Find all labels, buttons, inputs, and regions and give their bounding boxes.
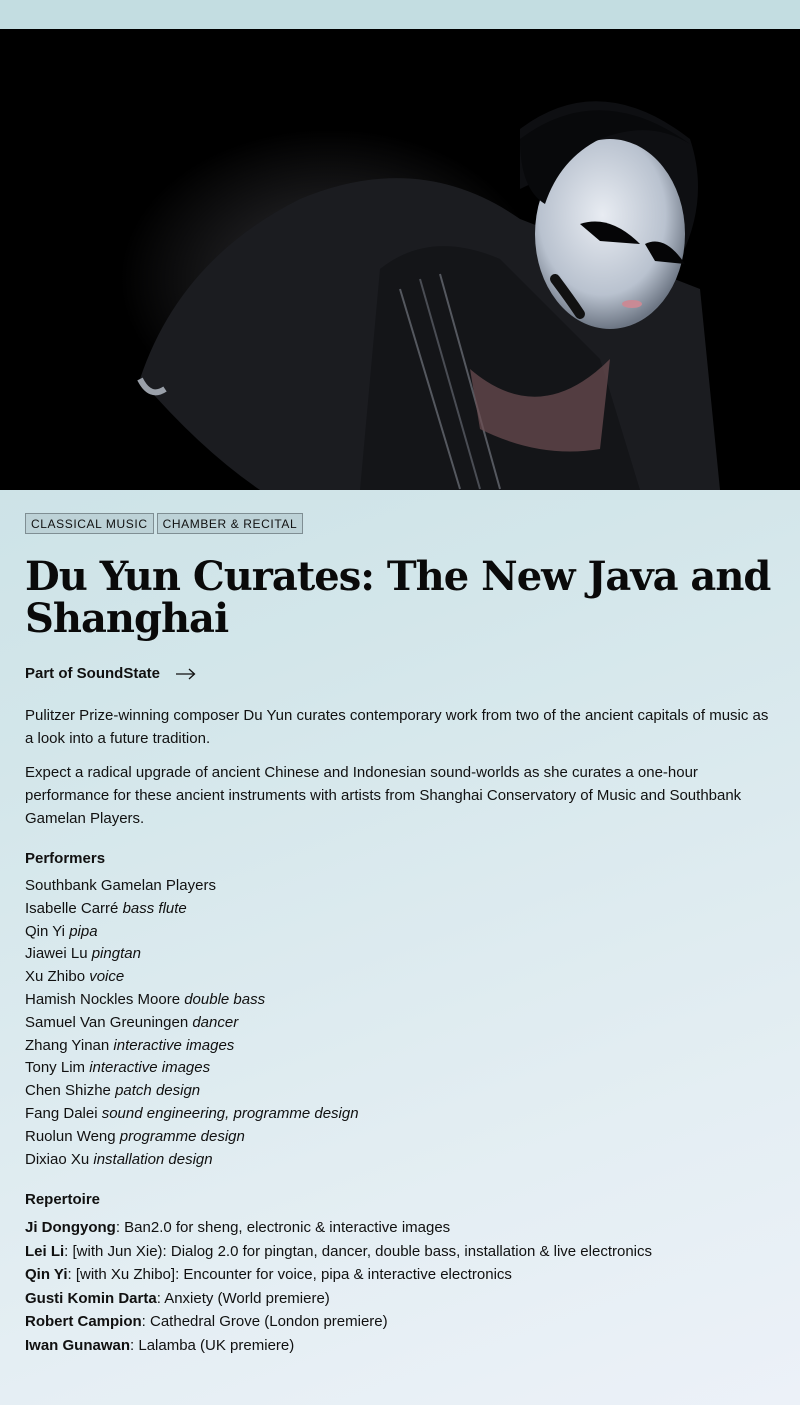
performer-item: [25, 943, 775, 966]
top-banner-strip: [0, 0, 800, 29]
performer-item: [25, 1080, 775, 1103]
performer-name: Isabelle Carré: [25, 899, 119, 917]
work-title: : [with Xu Zhibo]: Encounter for voice, pipa & interactive electronics: [67, 1266, 512, 1284]
performer-name: Fang Dalei: [25, 1104, 98, 1122]
hero-image: [0, 29, 800, 490]
performer-name: Zhang Yinan: [25, 1036, 110, 1054]
performer-name: Xu Zhibo: [25, 968, 86, 986]
repertoire-item: [25, 1216, 775, 1240]
event-description: [25, 704, 775, 830]
tag-classical-music[interactable]: CLASSICAL MUSIC: [25, 513, 154, 534]
composer-name: Iwan Gunawan: [25, 1336, 131, 1354]
performer-name: Chen Shizhe: [25, 1082, 111, 1100]
repertoire-list: [25, 1216, 775, 1357]
performer-item: [25, 898, 775, 921]
performer-role: interactive images: [89, 1059, 211, 1077]
series-link-label: Part of SoundState: [25, 665, 161, 682]
performers-list: [25, 875, 775, 1171]
repertoire-heading: Repertoire: [25, 1191, 101, 1209]
performer-item: [25, 1149, 775, 1172]
performer-role: bass flute: [122, 899, 187, 917]
performer-name: Hamish Nockles Moore: [25, 990, 181, 1008]
performer-role: interactive images: [113, 1036, 235, 1054]
work-title: : Anxiety (World premiere): [156, 1289, 330, 1307]
event-content: [25, 513, 775, 1357]
repertoire-item: [25, 1334, 775, 1358]
performer-item: [25, 1057, 775, 1080]
performer-role: programme design: [119, 1127, 245, 1145]
performer-item: [25, 1035, 775, 1058]
composer-name: Robert Campion: [25, 1313, 142, 1331]
tag-chamber-recital[interactable]: CHAMBER & RECITAL: [157, 513, 304, 534]
composer-name: Ji Dongyong: [25, 1219, 116, 1237]
performer-portrait-illustration: [0, 29, 800, 490]
performers-heading: Performers: [25, 850, 106, 867]
arrow-right-icon: [176, 668, 196, 680]
description-paragraph: Pulitzer Prize-winning composer Du Yun curates contemporary work from two of the ancient capitals of music as a look into a future tradition.: [25, 707, 769, 747]
composer-name: Lei Li: [25, 1242, 65, 1260]
performer-item: [25, 921, 775, 944]
category-tags: [25, 513, 775, 534]
performer-name: Qin Yi: [25, 922, 66, 940]
work-title: : Cathedral Grove (London premiere): [141, 1313, 388, 1331]
performer-item: [25, 875, 775, 898]
description-paragraph: Expect a radical upgrade of ancient Chinese and Indonesian sound-worlds as she curates a one-hour performance for these ancient instruments with artists from Shanghai Conservatory of Music and Southbank Gamelan Players.: [25, 764, 742, 827]
repertoire-item: [25, 1287, 775, 1311]
composer-name: Qin Yi: [25, 1266, 68, 1284]
work-title: : Lalamba (UK premiere): [130, 1336, 295, 1354]
performer-item: [25, 1103, 775, 1126]
repertoire-item: [25, 1310, 775, 1334]
repertoire-item: [25, 1263, 775, 1287]
performer-name: Samuel Van Greuningen: [25, 1013, 189, 1031]
performer-role: installation design: [93, 1150, 213, 1168]
performer-role: sound engineering, programme design: [101, 1104, 359, 1122]
performer-role: pipa: [69, 922, 98, 940]
performer-name: Dixiao Xu: [25, 1150, 90, 1168]
performer-item: [25, 989, 775, 1012]
performer-role: patch design: [115, 1082, 201, 1100]
composer-name: Gusti Komin Darta: [25, 1289, 157, 1307]
performer-name: Jiawei Lu: [25, 945, 88, 963]
performer-role: double bass: [184, 990, 266, 1008]
performer-role: dancer: [192, 1013, 239, 1031]
performer-role: pingtan: [91, 945, 141, 963]
performer-item: [25, 1012, 775, 1035]
work-title: : Ban2.0 for sheng, electronic & interactive images: [115, 1219, 451, 1237]
performer-role: voice: [89, 968, 125, 986]
event-title: Du Yun Curates: The New Java and Shanghai: [25, 553, 771, 642]
work-title: : [with Jun Xie): Dialog 2.0 for pingtan, dancer, double bass, installation & live electronics: [64, 1242, 652, 1260]
performer-item: [25, 966, 775, 989]
series-link[interactable]: [25, 665, 196, 682]
performer-name: Tony Lim: [25, 1059, 86, 1077]
performer-item: [25, 1126, 775, 1149]
performer-name: Ruolun Weng: [25, 1127, 116, 1145]
repertoire-item: [25, 1240, 775, 1264]
performer-name: Southbank Gamelan Players: [25, 877, 216, 894]
